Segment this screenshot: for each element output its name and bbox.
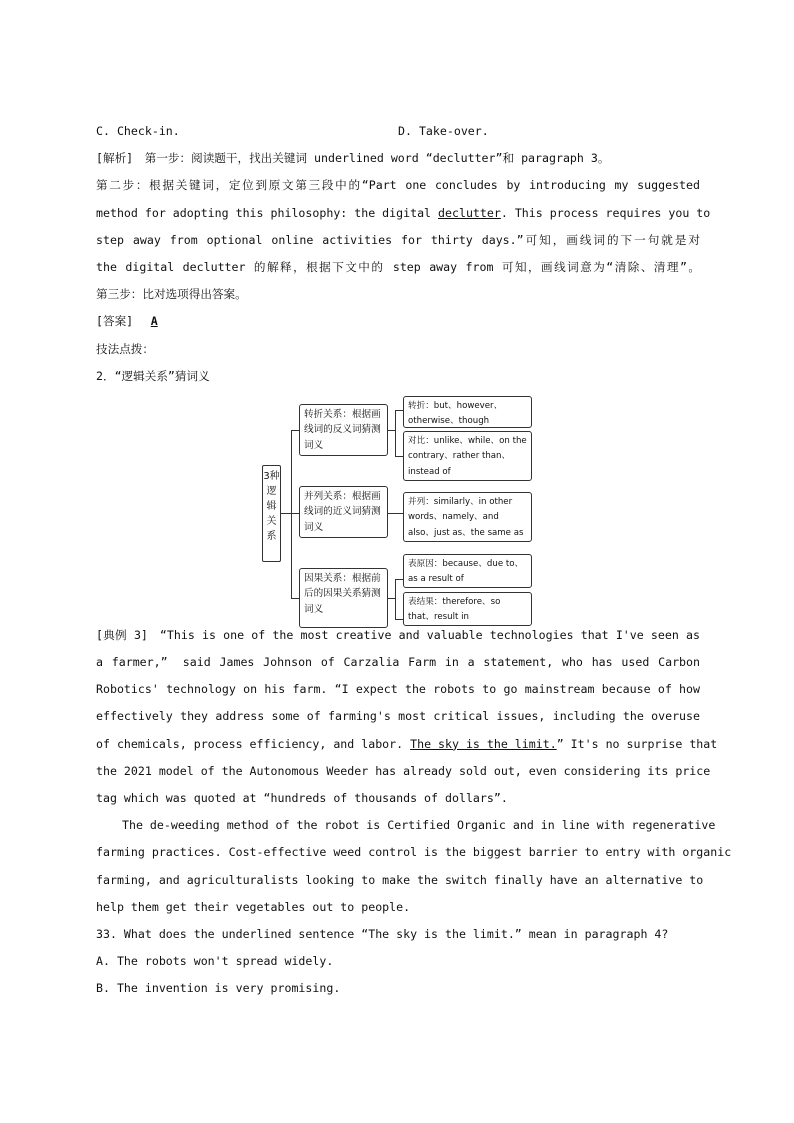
underlined-word: declutter — [438, 205, 501, 220]
logic-relation-diagram — [96, 392, 700, 623]
question-33: 33. What does the underlined sentence “The sky is the limit.” mean in paragraph 4? — [96, 926, 669, 941]
example-paragraph2-line: help them get their vegetables out to people. — [96, 899, 411, 914]
relation-box-parallel: 并列关系：根据画线词的近义词猜测词义 — [299, 486, 388, 538]
example-line: Robotics' technology on his farm. “I expect the robots to go mainstream because of how — [96, 682, 700, 697]
example-paragraph2-line: farming, and agriculturalists looking to make the switch finally have an alternative to — [96, 872, 704, 887]
example-line: [典例 3] “This is one of the most creative and valuable technologies that I've seen as — [96, 627, 700, 642]
option-a: A. The robots won't spread widely. — [96, 954, 334, 969]
relation-box-contrast: 转折关系：根据画线词的反义词猜测词义 — [299, 404, 388, 456]
leaf-cause-words: 表原因：because、due to、as a result of — [403, 554, 532, 588]
analysis-step2: 第二步：根据关键词，定位到原文第三段中的“Part one concludes by introducing my suggested — [96, 178, 700, 193]
tip-label: 技法点拨： — [96, 341, 154, 356]
options-row-cd — [96, 118, 700, 145]
example-line: the 2021 model of the Autonomous Weeder has already sold out, even considering its price — [96, 763, 711, 778]
relation-box-cause: 因果关系：根据前后的因果关系猜测词义 — [299, 568, 388, 628]
section-heading: 2．“逻辑关系”猜词义 — [96, 368, 210, 383]
option-c: C. Check-in. — [96, 124, 180, 138]
example-line: tag which was quoted at “hundreds of thousands of dollars”. — [96, 791, 508, 805]
document-page — [96, 118, 732, 1003]
underlined-sentence: The sky is the limit. — [410, 736, 557, 751]
example-line: effectively they address some of farming's most critical issues, including the overuse — [96, 709, 700, 724]
example-line: a farmer,” said James Johnson of Carzalia Farm in a statement, who has used Carbon — [96, 655, 700, 670]
analysis-conclusion: the digital declutter 的解释，根据下文中的 step away from 可知，画线词意为“清除、清理”。 — [96, 259, 700, 274]
diagram-root: 3种逻辑关系 — [262, 465, 281, 562]
analysis-step1: [解析] 第一步：阅读题干，找出关键词 underlined word “declutter”和 paragraph 3。 — [96, 151, 610, 166]
leaf-result-words: 表结果：therefore、so that、result in — [403, 592, 532, 626]
option-b: B. The invention is very promising. — [96, 981, 341, 996]
analysis-quote-line2: step away from optional online activities for thirty days.”可知，画线词的下一句就是对 — [96, 232, 700, 247]
example-paragraph2-line: farming practices. Cost-effective weed control is the biggest barrier to entry with organic — [96, 845, 732, 860]
example-line: of chemicals, process efficiency, and labor. The sky is the limit.” It's no surprise that — [96, 736, 718, 751]
analysis-step3: 第三步：比对选项得出答案。 — [96, 287, 247, 302]
leaf-comparison-words: 对比：unlike、while、on the contrary、rather than、instead of — [403, 431, 532, 481]
answer-value: A — [150, 314, 158, 329]
answer-line: [答案] A — [96, 308, 700, 335]
leaf-parallel-words: 并列：similarly、in other words、namely、and also、just as、the same as — [403, 492, 532, 542]
leaf-contrast-words: 转折：but、however、otherwise、though — [403, 396, 532, 428]
analysis-quote-line: method for adopting this philosophy: the digital declutter. This process requires you to — [96, 205, 711, 220]
example-paragraph2-line: The de-weeding method of the robot is Certified Organic and in line with regenerative — [122, 818, 716, 833]
option-d: D. Take-over. — [398, 124, 489, 138]
